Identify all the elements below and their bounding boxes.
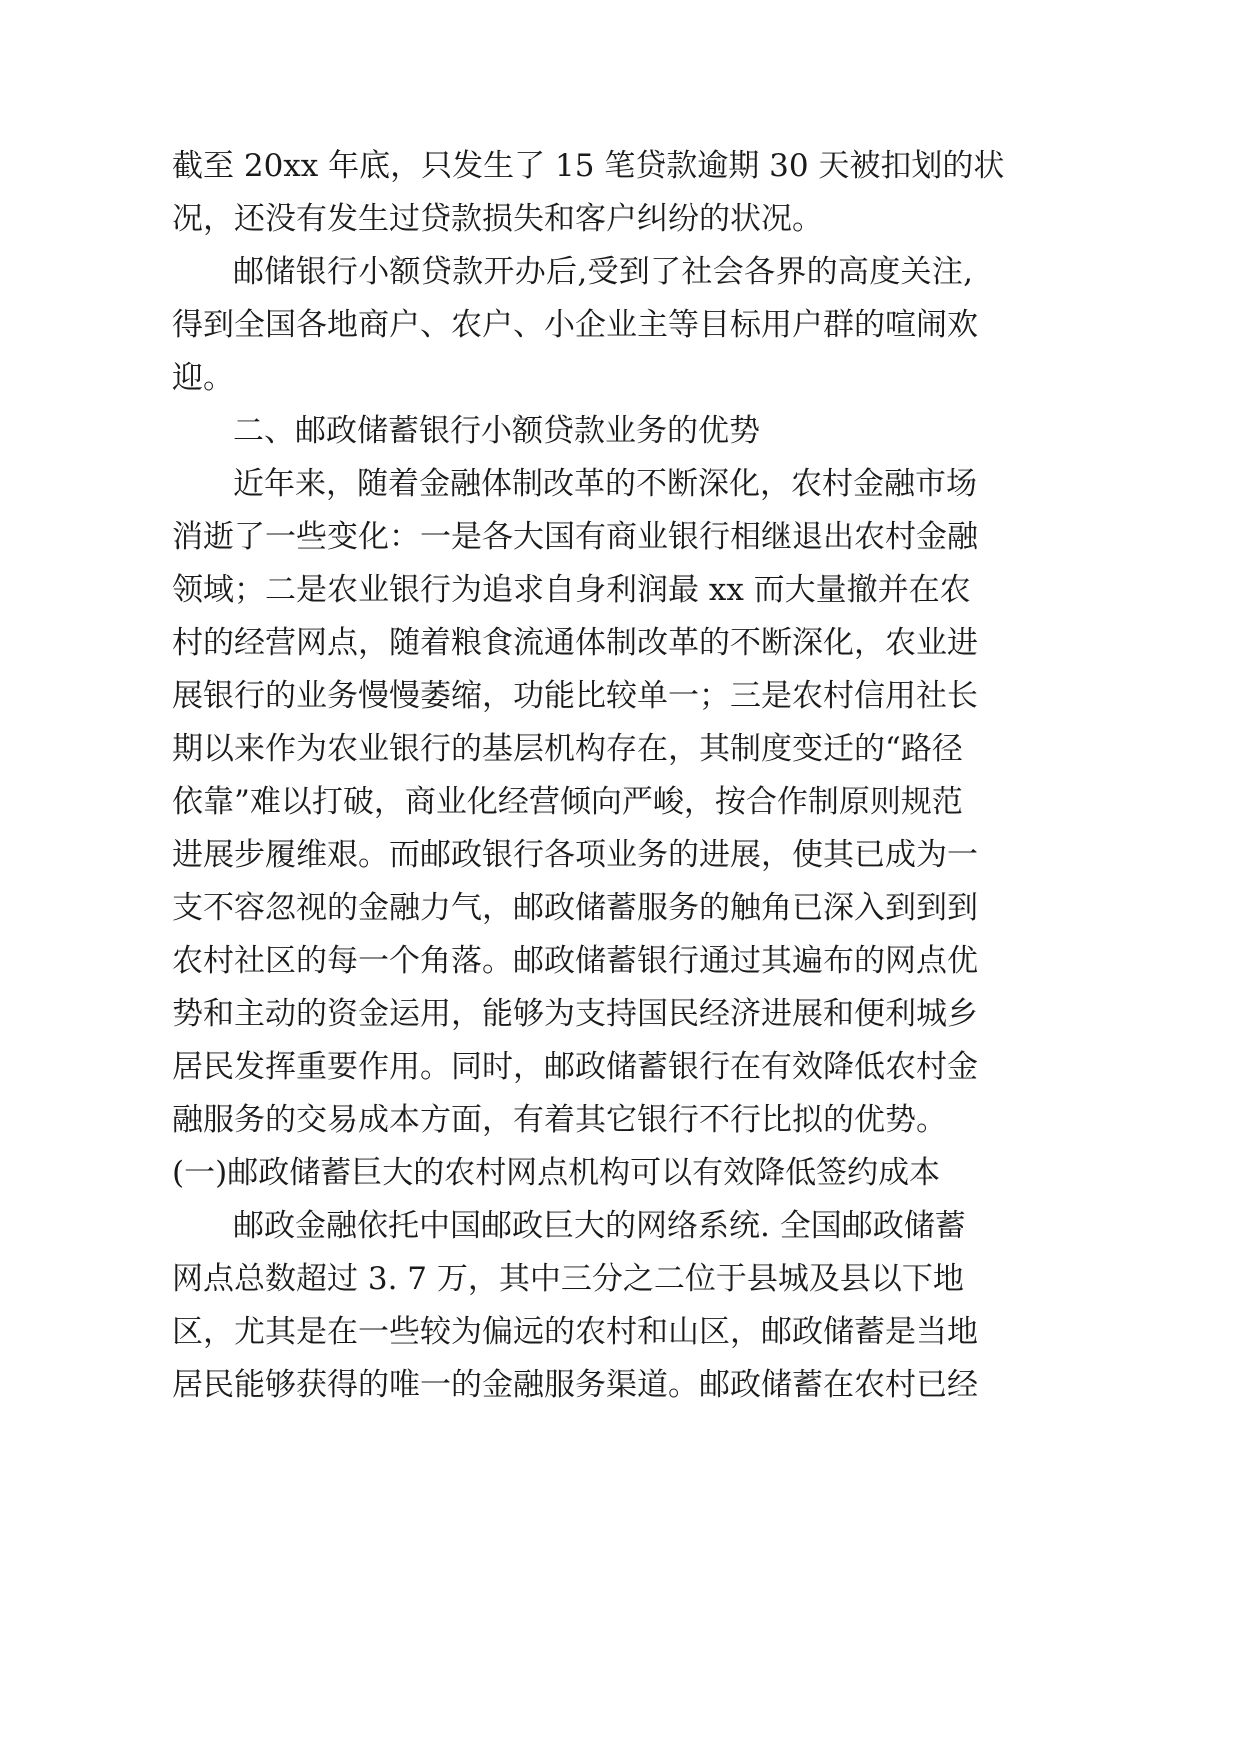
text-line: 农村社区的每一个角落。邮政储蓄银行通过其遍布的网点优 xyxy=(172,943,978,979)
text-line: 势和主动的资金运用，能够为支持国民经济进展和便利城乡 xyxy=(172,996,978,1032)
text-line: 区，尤其是在一些较为偏远的农村和山区，邮政储蓄是当地 xyxy=(172,1314,978,1350)
section-heading: 二、邮政储蓄银行小额贷款业务的优势 xyxy=(233,413,760,449)
text-line: 依靠”难以打破，商业化经营倾向严峻，按合作制原则规范 xyxy=(172,784,963,820)
text-line: 支不容忽视的金融力气，邮政储蓄服务的触角已深入到到到 xyxy=(172,890,978,926)
text-line: 况，还没有发生过贷款损失和客户纠纷的状况。 xyxy=(172,201,823,237)
text-line: 截至 20xx 年底，只发生了 15 笔贷款逾期 30 天被扣划的状 xyxy=(172,148,1005,184)
paragraph-first-line: 邮政金融依托中国邮政巨大的网络系统. 全国邮政储蓄 xyxy=(233,1208,966,1244)
text-line: 得到全国各地商户、农户、小企业主等目标用户群的喧闹欢 xyxy=(172,307,978,343)
paragraph-first-line: 近年来，随着金融体制改革的不断深化，农村金融市场 xyxy=(233,466,977,502)
text-line: 居民发挥重要作用。同时，邮政储蓄银行在有效降低农村金 xyxy=(172,1049,978,1085)
text-line: 期以来作为农业银行的基层机构存在，其制度变迁的“路径 xyxy=(172,731,963,767)
text-line: 消逝了一些变化：一是各大国有商业银行相继退出农村金融 xyxy=(172,519,978,555)
text-line: 迎。 xyxy=(172,360,234,396)
text-line: 领域；二是农业银行为追求自身利润最 xx 而大量撤并在农 xyxy=(172,572,971,608)
text-line: 网点总数超过 3. 7 万，其中三分之二位于县城及县以下地 xyxy=(172,1261,964,1297)
subsection-heading: (一)邮政储蓄巨大的农村网点机构可以有效降低签约成本 xyxy=(172,1155,941,1191)
paragraph-first-line: 邮储银行小额贷款开办后,受到了社会各界的高度关注, xyxy=(233,254,973,290)
text-line: 展银行的业务慢慢萎缩，功能比较单一；三是农村信用社长 xyxy=(172,678,978,714)
text-line: 进展步履维艰。而邮政银行各项业务的进展，使其已成为一 xyxy=(172,837,978,873)
text-line: 村的经营网点，随着粮食流通体制改革的不断深化，农业进 xyxy=(172,625,978,661)
text-line: 居民能够获得的唯一的金融服务渠道。邮政储蓄在农村已经 xyxy=(172,1367,978,1403)
text-line: 融服务的交易成本方面，有着其它银行不行比拟的优势。 xyxy=(172,1102,947,1138)
